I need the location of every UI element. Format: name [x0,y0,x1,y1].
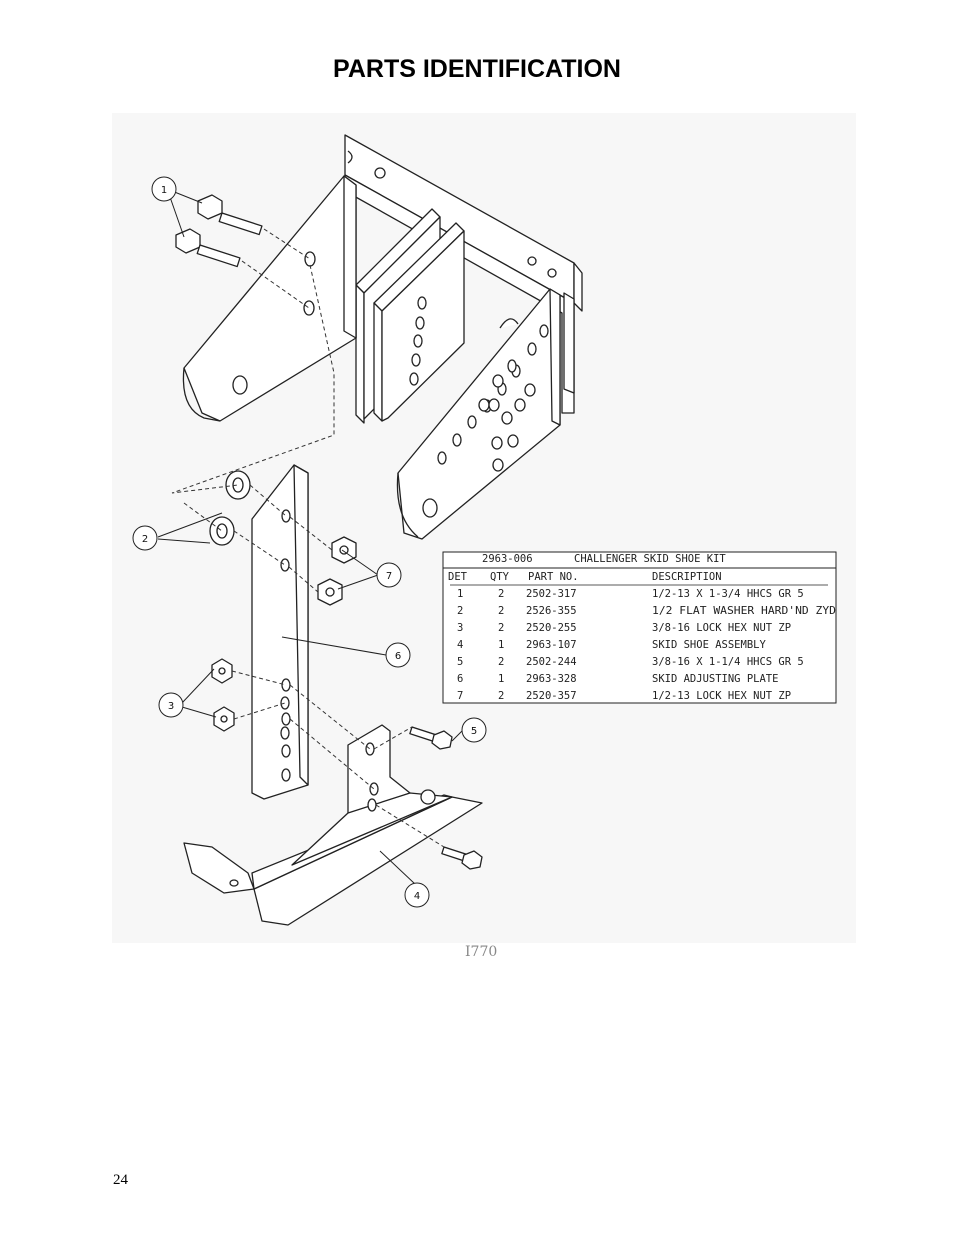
flat-washers [210,471,250,545]
svg-text:2: 2 [498,656,505,668]
svg-text:2: 2 [498,605,505,617]
svg-text:3: 3 [457,622,464,634]
svg-text:6: 6 [457,673,464,685]
svg-text:1/2-13 X 1-3/4 HHCS GR 5: 1/2-13 X 1-3/4 HHCS GR 5 [652,588,804,600]
svg-text:2502-317: 2502-317 [526,588,577,600]
svg-text:3: 3 [167,701,175,712]
lock-hex-nuts-7 [318,537,356,605]
svg-text:1/2-13 LOCK HEX NUT ZP: 1/2-13 LOCK HEX NUT ZP [652,690,792,702]
svg-text:2520-255: 2520-255 [526,622,577,634]
page-number: 24 [113,1172,128,1188]
svg-text:1: 1 [498,639,505,651]
svg-text:2: 2 [498,622,505,634]
svg-text:1: 1 [498,673,505,685]
svg-text:2: 2 [498,588,505,600]
exploded-parts-drawing [112,113,856,943]
callout-7 [377,563,401,587]
parts-list-table [443,552,836,703]
header-qty: QTY [490,571,509,583]
svg-text:SKID ADJUSTING PLATE: SKID ADJUSTING PLATE [652,673,779,685]
callout-2 [133,526,157,550]
lock-hex-nuts-3 [212,659,234,731]
svg-text:2520-357: 2520-357 [526,690,577,702]
callout-5 [462,718,486,742]
svg-text:1: 1 [160,185,168,196]
header-det: DET [448,571,467,583]
svg-text:4: 4 [457,639,464,651]
header-part-no: PART NO. [528,571,579,583]
skid-adjusting-plate [252,465,308,799]
svg-text:3/8-16 LOCK HEX NUT ZP: 3/8-16 LOCK HEX NUT ZP [652,622,792,634]
svg-text:SKID SHOE ASSEMBLY: SKID SHOE ASSEMBLY [652,639,766,651]
svg-text:7: 7 [385,571,393,582]
header-description: DESCRIPTION [652,571,722,583]
callout-6 [386,643,410,667]
svg-text:2963-328: 2963-328 [526,673,577,685]
svg-text:4: 4 [413,891,421,902]
svg-text:2: 2 [498,690,505,702]
svg-text:2502-244: 2502-244 [526,656,577,668]
callout-4 [405,883,429,907]
svg-text:1/2 FLAT WASHER HARD'ND ZYD: 1/2 FLAT WASHER HARD'ND ZYD [652,605,836,617]
kit-name: CHALLENGER SKID SHOE KIT [574,553,726,565]
svg-text:1: 1 [457,588,464,600]
hhcs-bolts [176,195,262,267]
svg-text:6: 6 [394,651,402,662]
svg-text:2526-355: 2526-355 [526,605,577,617]
callout-3 [159,693,183,717]
page-title: PARTS IDENTIFICATION [333,55,621,83]
figure-caption: I770 [465,944,498,960]
kit-number: 2963-006 [482,553,533,565]
svg-text:5: 5 [457,656,464,668]
svg-text:7: 7 [457,690,464,702]
spacer-plates [356,209,464,423]
parts-diagram-svg [112,113,856,943]
svg-text:3/8-16 X 1-1/4 HHCS GR 5: 3/8-16 X 1-1/4 HHCS GR 5 [652,656,804,668]
svg-text:2963-107: 2963-107 [526,639,577,651]
svg-text:5: 5 [470,726,478,737]
callout-1 [152,177,176,201]
svg-text:2: 2 [141,534,149,545]
svg-text:2: 2 [457,605,464,617]
